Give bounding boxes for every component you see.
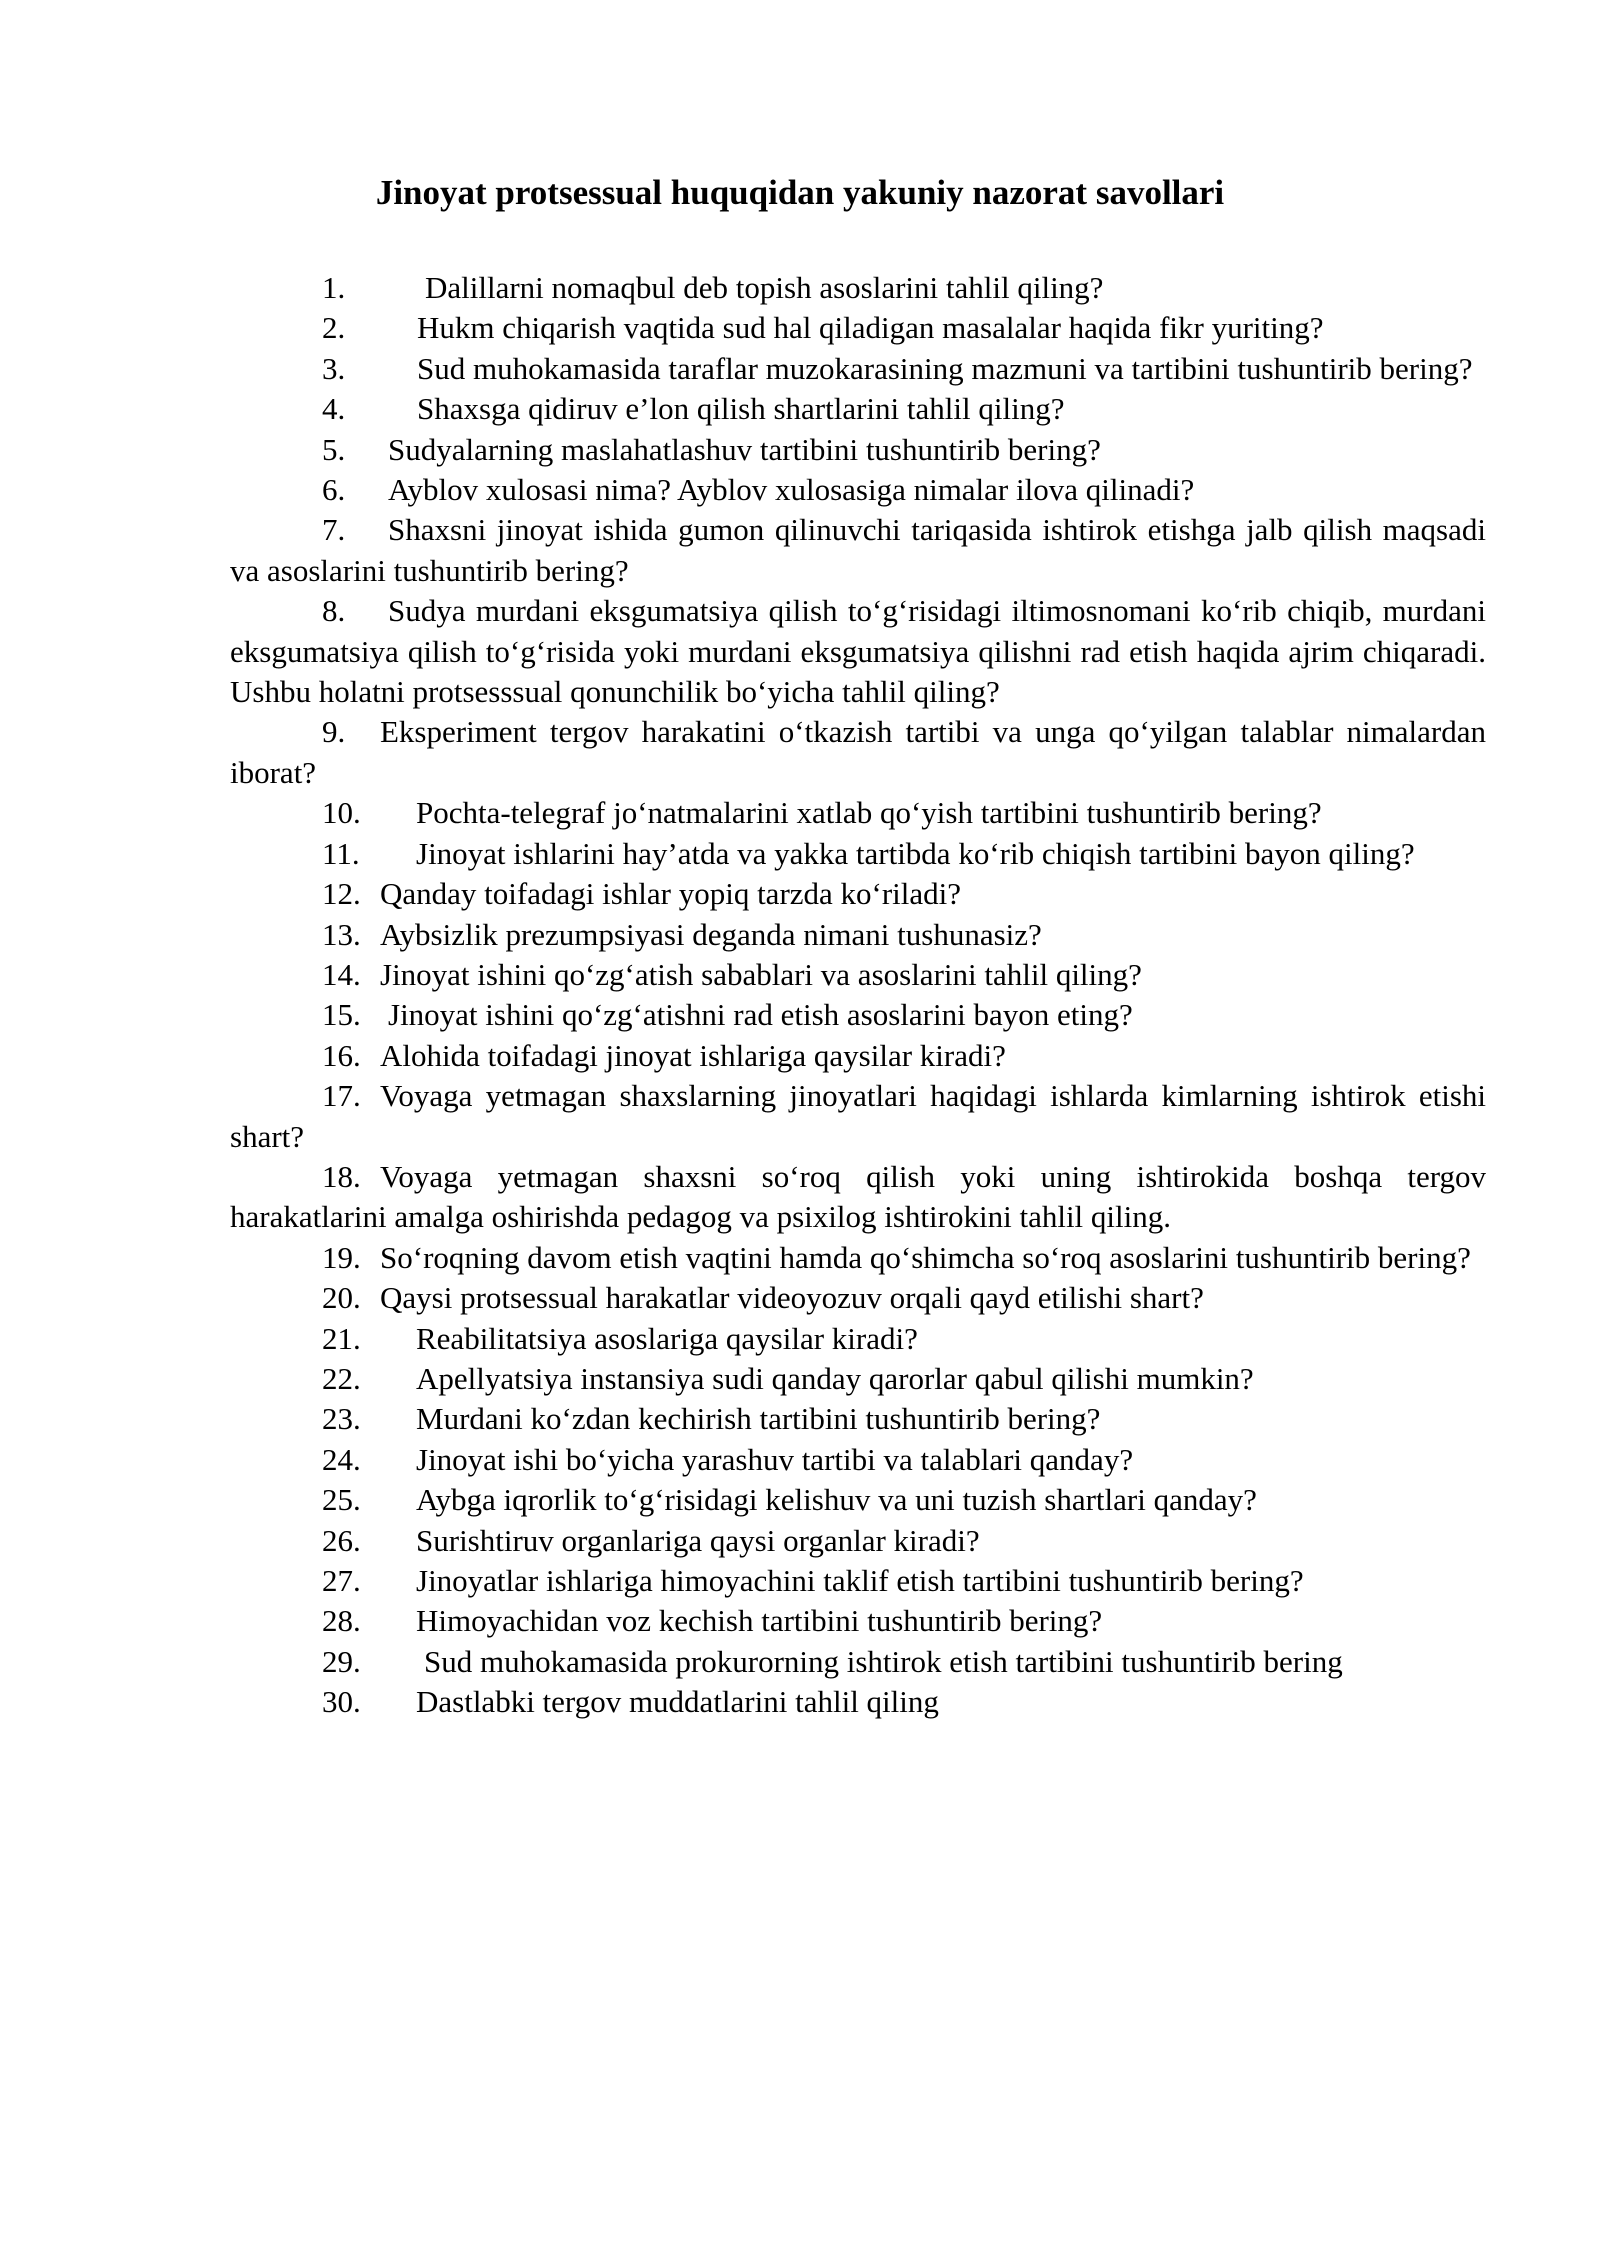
- question-list: [230, 268, 1486, 1723]
- question-item: [230, 1036, 1486, 1076]
- question-item: [230, 1319, 1486, 1359]
- question-number: 16.: [322, 1037, 361, 1073]
- question-text: Himoyachidan voz kechish tartibini tushuntirib bering?: [416, 1603, 1103, 1639]
- question-text: Sud muhokamasida taraflar muzokarasining mazmuni va tartibini tushuntirib bering?: [417, 350, 1473, 386]
- question-number: 29.: [322, 1643, 361, 1679]
- question-number: 9.: [322, 714, 346, 750]
- question-number: 23.: [322, 1401, 361, 1437]
- question-item: [230, 1682, 1486, 1722]
- question-number: 11.: [322, 835, 360, 871]
- question-text: Sudya murdani eksgumatsiya qilish to‘g‘risidagi iltimosnomani ko‘rib chiqib, murdani eksgumatsiya qilish to‘g‘risida yoki murdani eksgumatsiya qilishni rad etish haqida ajrim chiqaradi. Ushbu holatni protsesssual qonunchilik bo‘yicha tahlil qiling?: [230, 593, 1486, 710]
- question-item: [230, 1399, 1486, 1439]
- question-number: 18.: [322, 1158, 361, 1194]
- question-number: 8.: [322, 593, 346, 629]
- question-item: [230, 1359, 1486, 1399]
- question-text: Sudyalarning maslahatlashuv tartibini tushuntirib bering?: [388, 431, 1101, 467]
- question-item: [230, 1642, 1486, 1682]
- question-item: [230, 1440, 1486, 1480]
- question-text: Jinoyat ishini qo‘zg‘atishni rad etish asoslarini bayon eting?: [388, 997, 1133, 1033]
- question-item: [230, 712, 1486, 793]
- question-number: 5.: [322, 431, 346, 467]
- question-item: [230, 915, 1486, 955]
- question-text: Jinoyat ishlarini hay’atda va yakka tartibda ko‘rib chiqish tartibini bayon qiling?: [416, 835, 1415, 871]
- question-number: 4.: [322, 391, 346, 427]
- question-text: Hukm chiqarish vaqtida sud hal qiladigan masalalar haqida fikr yuriting?: [417, 310, 1324, 346]
- question-text: Jinoyat ishi bo‘yicha yarashuv tartibi va talablari qanday?: [416, 1441, 1134, 1477]
- question-text: Shaxsni jinoyat ishida gumon qilinuvchi tariqasida ishtirok etishga jalb qilish maqsadi va asoslarini tushuntirib bering?: [230, 512, 1486, 588]
- question-text: Voyaga yetmagan shaxsni so‘roq qilish yoki uning ishtirokida boshqa tergov harakatlarini amalga oshirishda pedagog va psixilog ishtirokini tahlil qiling.: [230, 1158, 1486, 1235]
- question-text: Jinoyat ishini qo‘zg‘atish sabablari va asoslarini tahlil qiling?: [380, 956, 1142, 992]
- question-text: Eksperiment tergov harakatini o‘tkazish tartibi va unga qo‘yilgan talablar nimalardan iborat?: [230, 714, 1486, 790]
- question-number: 30.: [322, 1684, 361, 1720]
- question-item: [230, 510, 1486, 591]
- question-number: 27.: [322, 1563, 361, 1598]
- question-number: 12.: [322, 876, 361, 912]
- question-text: Dastlabki tergov muddatlarini tahlil qiling: [416, 1684, 939, 1720]
- question-item: [230, 955, 1486, 995]
- question-item: [230, 1238, 1486, 1278]
- question-item: [230, 268, 1486, 308]
- question-item: [230, 1076, 1486, 1157]
- question-text: Aybga iqrorlik to‘g‘risidagi kelishuv va uni tuzish shartlari qanday?: [416, 1482, 1257, 1518]
- question-number: 17.: [322, 1078, 361, 1114]
- question-number: 1.: [322, 270, 346, 305]
- question-text: Sud muhokamasida prokurorning ishtirok etish tartibini tushuntirib bering: [424, 1643, 1343, 1679]
- question-number: 25.: [322, 1482, 361, 1518]
- question-number: 28.: [322, 1603, 361, 1639]
- question-item: [230, 995, 1486, 1035]
- question-item: [230, 1278, 1486, 1318]
- question-item: [230, 1561, 1486, 1601]
- question-number: 22.: [322, 1360, 361, 1396]
- question-item: [230, 874, 1486, 914]
- question-text: Voyaga yetmagan shaxslarning jinoyatlari haqidagi ishlarda kimlarning ishtirok etishi shart?: [230, 1078, 1486, 1154]
- question-text: Ayblov xulosasi nima? Ayblov xulosasiga nimalar ilova qilinadi?: [388, 472, 1195, 508]
- question-text: Reabilitatsiya asoslariga qaysilar kiradi?: [416, 1320, 918, 1356]
- question-item: [230, 1480, 1486, 1520]
- question-item: [230, 834, 1486, 874]
- question-item: [230, 1521, 1486, 1561]
- question-number: 13.: [322, 916, 361, 952]
- question-number: 6.: [322, 472, 346, 508]
- question-number: 21.: [322, 1320, 361, 1356]
- question-text: Murdani ko‘zdan kechirish tartibini tushuntirib bering?: [416, 1401, 1101, 1437]
- question-number: 10.: [322, 795, 361, 831]
- question-text: Apellyatsiya instansiya sudi qanday qarorlar qabul qilishi mumkin?: [416, 1360, 1254, 1396]
- question-number: 3.: [322, 350, 346, 386]
- question-item: [230, 591, 1486, 712]
- question-text: Aybsizlik prezumpsiyasi deganda nimani tushunasiz?: [380, 916, 1042, 952]
- question-item: [230, 308, 1486, 348]
- question-text: Jinoyatlar ishlariga himoyachini taklif etish tartibini tushuntirib bering?: [416, 1563, 1304, 1598]
- question-item: [230, 1157, 1486, 1238]
- question-number: 2.: [322, 310, 346, 346]
- question-item: [230, 793, 1486, 833]
- question-item: [230, 430, 1486, 470]
- question-number: 14.: [322, 956, 361, 992]
- question-item: [230, 470, 1486, 510]
- question-number: 7.: [322, 512, 346, 548]
- question-text: Qaysi protsessual harakatlar videoyozuv orqali qayd etilishi shart?: [380, 1280, 1204, 1316]
- question-text: Surishtiruv organlariga qaysi organlar kiradi?: [416, 1522, 980, 1558]
- question-text: Alohida toifadagi jinoyat ishlariga qaysilar kiradi?: [380, 1037, 1006, 1073]
- question-number: 24.: [322, 1441, 361, 1477]
- question-text: Dalillarni nomaqbul deb topish asoslarini tahlil qiling?: [425, 270, 1104, 305]
- question-item: [230, 389, 1486, 429]
- question-text: Qanday toifadagi ishlar yopiq tarzda ko‘riladi?: [380, 876, 962, 912]
- question-number: 20.: [322, 1280, 361, 1316]
- question-item: [230, 349, 1486, 389]
- question-number: 19.: [322, 1239, 361, 1275]
- question-text: Shaxsga qidiruv e’lon qilish shartlarini tahlil qiling?: [417, 391, 1065, 427]
- question-number: 15.: [322, 997, 361, 1033]
- question-text: Pochta-telegraf jo‘natmalarini xatlab qo‘yish tartibini tushuntirib bering?: [416, 795, 1322, 831]
- page-title: Jinoyat protsessual huquqidan yakuniy nazorat savollari: [375, 173, 1225, 213]
- question-item: [230, 1601, 1486, 1641]
- question-number: 26.: [322, 1522, 361, 1558]
- question-text: So‘roqning davom etish vaqtini hamda qo‘shimcha so‘roq asoslarini tushuntirib bering?: [380, 1239, 1471, 1275]
